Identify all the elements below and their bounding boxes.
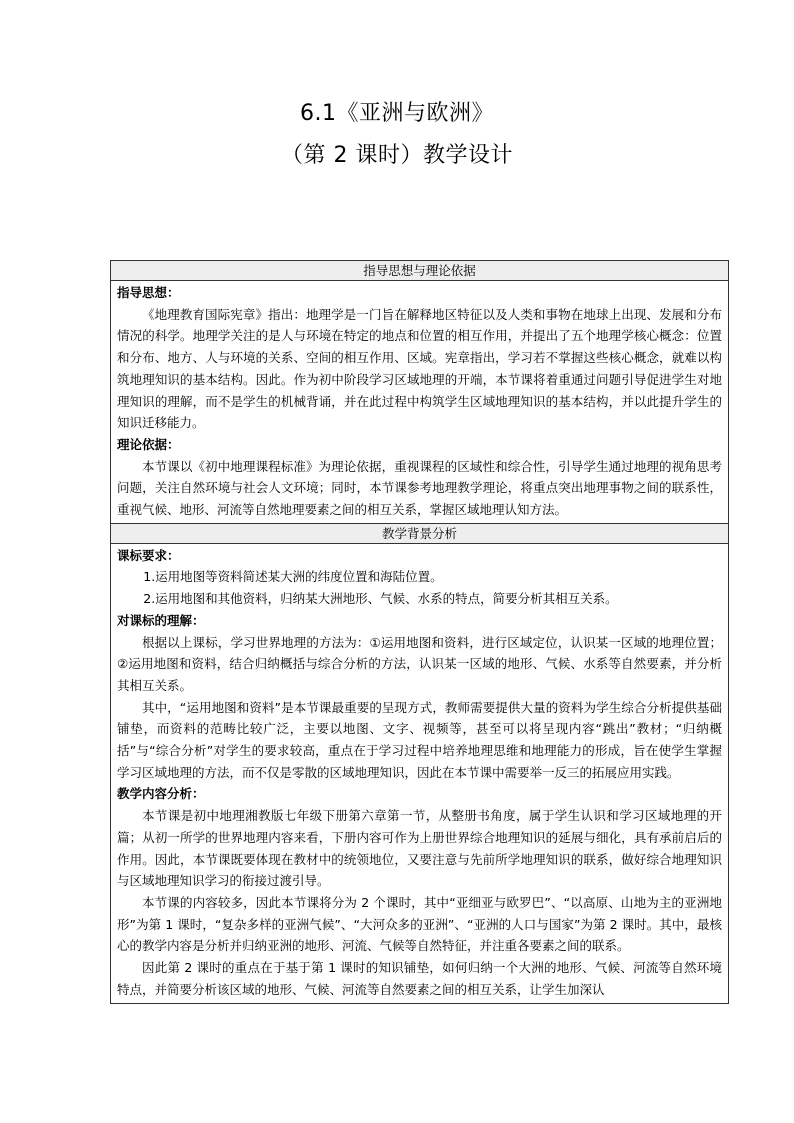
standard-item: 1.运用地图等资料简述某大洲的纬度位置和海陆位置。 xyxy=(143,569,443,585)
section-header-background: 教学背景分析 xyxy=(111,523,729,543)
section-body-background xyxy=(111,543,729,1003)
standard-item: 2.运用地图和其他资料，归纳某大洲地形、气候、水系的特点，简要分析其相互关系。 xyxy=(143,591,618,607)
content-paragraph: 本节课是初中地理湘教版七年级下册第六章第一节，从整册书角度，属于学生认识和学习区域地理的开篇；从初一所学的世界地理内容来看，下册内容可作为上册世界综合地理知识的延展与细化，具有承前启后的作用。因此，本节课既要体现在教材中的统领地位，又要注意与先前所学地理知识的联系，做好综合地理知识与区域地理知识学习的衔接过渡引导。 xyxy=(117,808,722,889)
theory-paragraph: 本节课以《初中地理课程标准》为理论依据，重视课程的区域性和综合性，引导学生通过地理的视角思考问题，关注自然环境与社会人文环境；同时，本节课参考地理教学理论，将重点突出地理事物之间的联系性，重视气候、地形、河流等自然地理要素之间的相互关系，掌握区域地理认知方法。 xyxy=(117,458,722,518)
guide-paragraph: 《地理教育国际宪章》指出：地理学是一门旨在解释地区特征以及人类和事物在地球上出现、发展和分布情况的科学。地理学关注的是人与环境在特定的地点和位置的相互作用，并提出了五个地理学核心概念：位置和分布、地方、人与环境的关系、空间的相互作用、区域。宪章指出，学习若不掌握这些核心概念，就难以构筑地理知识的基本结构。因此。作为初中阶段学习区域地理的开端，本节课将着重通过问题引导促进学生对地理知识的理解，而不是学生的机械背诵，并在此过程中构筑学生区域地理知识的基本结构，并以此提升学生的知识迁移能力。 xyxy=(117,306,722,431)
content-paragraph: 因此第 2 课时的重点在于基于第 1 课时的知识铺垫，如何归纳一个大洲的地形、气候、河流等自然环境特点，并简要分析该区域的地形、气候、河流等自然要素之间的相互关系，让学生加深认 xyxy=(117,960,722,997)
content-paragraph: 本节课的内容较多，因此本节课将分为 2 个课时，其中“亚细亚与欧罗巴”、“以高原、山地为主的亚洲地形”为第 1 课时，“复杂多样的亚洲气候”、“大河众多的亚洲”、“亚洲的人口与国家”为第 2 课时。其中，最核心的教学内容是分析并归纳亚洲的地形、河流、气候等自然特征，并注重各要素之间的联系。 xyxy=(117,894,722,954)
guide-heading: 指导思想： xyxy=(117,285,180,300)
section-header-guide: 指导思想与理论依据 xyxy=(111,261,729,281)
title-line-1: 6.1《亚洲与欧洲》 xyxy=(300,101,494,126)
title-line-2: （第 2 课时）教学设计 xyxy=(281,143,513,168)
standard-heading: 课标要求： xyxy=(117,547,180,563)
design-table xyxy=(110,260,729,1004)
content-heading: 教学内容分析： xyxy=(117,786,205,802)
theory-heading: 理论依据： xyxy=(117,436,180,452)
section-body-guide xyxy=(111,281,729,524)
understanding-paragraph: 根据以上课标，学习世界地理的方法为：①运用地图和资料，进行区域定位，认识某一区域的地理位置；②运用地图和资料，结合归纳概括与综合分析的方法，认识某一区域的地形、气候、水系等自然要素，并分析其相互关系。 xyxy=(117,634,722,693)
understanding-heading: 对课标的理解： xyxy=(117,612,205,628)
understanding-paragraph: 其中，“运用地图和资料”是本节课最重要的呈现方式，教师需要提供大量的资料为学生综合分析提供基础铺垫，而资料的范畴比较广泛，主要以地图、文字、视频等，甚至可以将呈现内容“跳出”教材；“归纳概括”与“综合分析”对学生的要求较高，重点在于学习过程中培养地理思维和地理能力的形成，旨在使学生掌握学习区域地理的方法，而不仅是零散的区域地理知识，因此在本节课中需要举一反三的拓展应用实践。 xyxy=(117,699,722,780)
